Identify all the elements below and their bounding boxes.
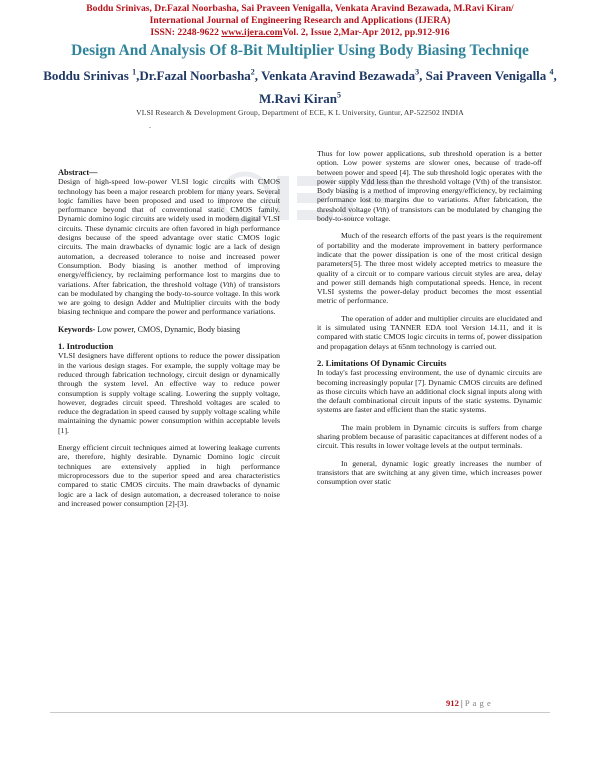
page-label: P a g e bbox=[464, 698, 492, 708]
section-heading-introduction: 1. Introduction bbox=[58, 341, 114, 352]
limitations-paragraph-1: In today's fast processing environment, the use of dynamic circuits are becoming increasingly popular [7]. Dynamic CMOS circuits are defined as those circuits which have an additional clock signal inputs along with the default combinational circuit inputs of the static systems. Dynamic systems are faster and efficient than the static systems. bbox=[317, 368, 542, 415]
section-heading-limitations: 2. Limitations Of Dynamic Circuits bbox=[317, 357, 447, 368]
footer-rule bbox=[50, 712, 550, 713]
footer-separator: | bbox=[458, 698, 465, 708]
affiliation: VLSI Research & Development Group, Department of ECE, K L University, Guntur, AP-522502 INDIA bbox=[136, 108, 464, 117]
page-number: 912 bbox=[446, 698, 459, 708]
author: Venkata Aravind Bezawada$^3$, bbox=[261, 68, 426, 84]
right-column bbox=[317, 149, 542, 487]
page-footer bbox=[446, 698, 491, 708]
left-column bbox=[58, 168, 280, 508]
author: Dr.Fazal Noorbasha$^2$, bbox=[139, 68, 262, 84]
limitations-paragraph-2: The main problem in Dynamic circuits is suffers from charge sharing problem because of parasitic capacitances at different nodes of a circuit. This results in lower voltage levels at the output terminals. bbox=[317, 422, 542, 451]
stray-dot: . bbox=[149, 121, 151, 130]
abstract-text: Design of high-speed low-power VLSI logic circuits with CMOS technology has been a major research problem for many years. Several logic families have been proposed and used to improve the circuit performance beyond that of conventional static CMOS family. Dynamic domino logic circuits are widely used in modern digital VLSI circuits. These dynamic circuits are often favored in high performance designs because of the speed advantage over static CMOS logic circuits. The main drawbacks of dynamic logic are a lack of design automation, a decreased tolerance to noise and increased power Consumption. Body biasing is another method of improving energy/efficiency, by reclaiming performance lost to margins due to variations. After fabrication, the threshold voltage (Vth) of transistors can be modulated by changing the body-to-source voltage. In this work we are going to design Adder and Multiplier circuits with the body biasing technique and compare the power and performance variations. bbox=[58, 177, 280, 317]
journal-header-authors: Boddu Srinivas, Dr.Fazal Noorbasha, Sai Praveen Venigalla, Venkata Aravind Bezawada, M.Ravi Kiran/ bbox=[86, 3, 514, 14]
author: M.Ravi Kiran$^5$ bbox=[259, 90, 341, 106]
author-list bbox=[30, 63, 570, 108]
author: Boddu Srinivas $^1$, bbox=[43, 68, 140, 84]
journal-link[interactable]: www.ijera.com bbox=[221, 27, 283, 38]
intro-paragraph-1: VLSI designers have different options to reduce the power dissipation in the various design stages. For example, the supply voltage may be reduced through fabrication technology, circuit design or dynamically through the system level. An effective way to reduce power consumption is supply voltage scaling. Lowering the supply voltage, however, degrades circuit speed. Threshold voltages are scaled to reduce the degradation in speed caused by supply voltage scaling while maintaining the dynamic power consumption within acceptable levels [1]. bbox=[58, 351, 280, 435]
intro-paragraph-2: Energy efficient circuit techniques aimed at lowering leakage currents are, therefore, highly desirable. Dynamic Domino logic circuit techniques are extensively applied in high performance microprocessors due to the superior speed and area characteristics compared to static CMOS circuits. The main drawbacks of dynamic logic are a lack of design automation, a decreased tolerance to noise and increased power consumption [2]-[3]. bbox=[58, 443, 280, 508]
journal-header-issue bbox=[0, 27, 600, 38]
volume-info: Vol. 2, Issue 2,Mar-Apr 2012, pp.912-916 bbox=[282, 27, 450, 38]
author: Sai Praveen Venigalla $^4$, bbox=[425, 68, 557, 84]
paragraph-operation: The operation of adder and multiplier circuits are elucidated and it is simulated using TANNER EDA tool Version 14.11, and it is compared with static CMOS logic circuits in terms of, power dissipation and propagation delays at 65nm technology is carried out. bbox=[317, 313, 542, 351]
abstract-heading: Abstract— bbox=[58, 168, 98, 177]
paragraph-sub-threshold: Thus for low power applications, sub threshold operation is a better option. Low power systems are slower ones, because of trade-off between power and speed [4]. The sub threshold logic operates with the power supply Vdd less than the threshold voltage (Vth) of the transistor. Body biasing is a method of improving energy/efficiency, by reclaiming performance lost to margins due to variations. After fabrication, the threshold voltage (Vth) of transistors can be modulated by changing the body-to-source voltage. bbox=[317, 149, 542, 224]
paragraph-power-dissipation: Much of the research efforts of the past years is the requirement of portability and the moderate improvement in battery performance indicate that the power dissipation is one of the most critical design parameters[5]. The three most widely accepted metrics to measure the quality of a circuit or to compare various circuit styles are area, delay and power still demands high computational speeds. Hence, in recent VLSI systems the power-delay product becomes the most essential metric of performance. bbox=[317, 231, 542, 306]
journal-header-name: International Journal of Engineering Research and Applications (IJERA) bbox=[149, 15, 451, 26]
keywords: Keywords- Low power, CMOS, Dynamic, Body biasing bbox=[58, 324, 241, 334]
paper-title: Design And Analysis Of 8-Bit Multiplier Using Body Biasing Techniqe bbox=[71, 42, 529, 59]
limitations-paragraph-3: In general, dynamic logic greatly increases the number of transistors that are switching at any given time, which increases power consumption over static bbox=[317, 458, 542, 487]
issn: ISSN: 2248-9622 bbox=[150, 27, 219, 38]
